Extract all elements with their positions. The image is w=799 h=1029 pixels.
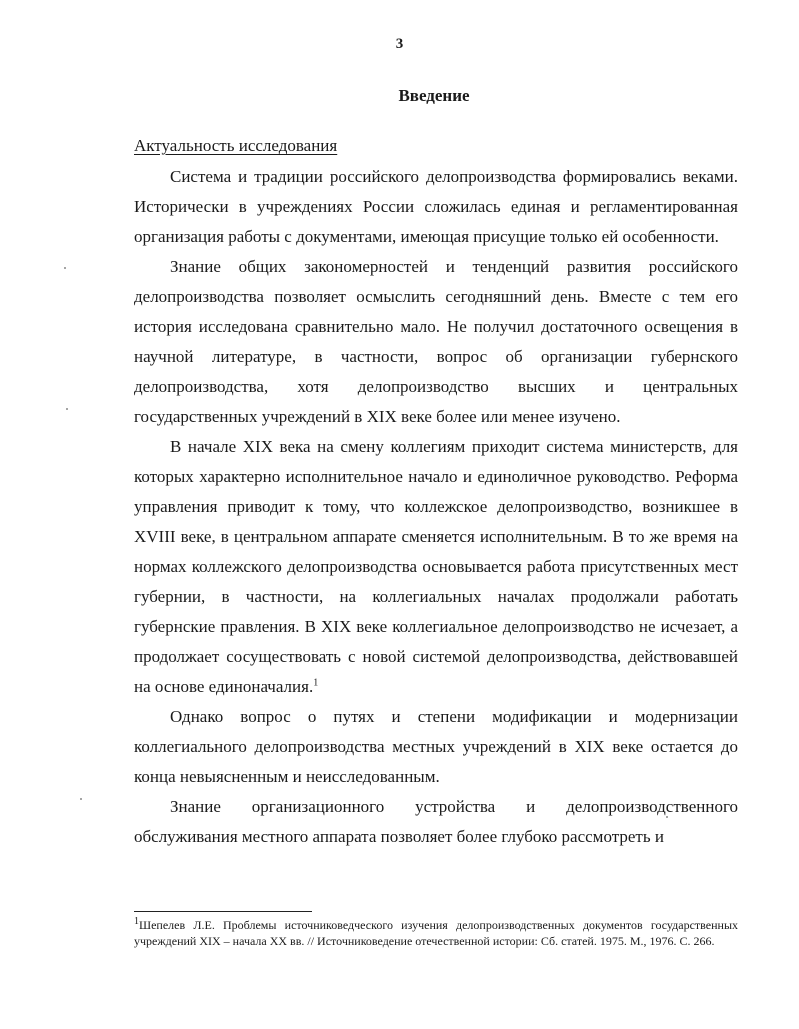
footnote (134, 917, 738, 949)
paragraph: Система и традиции российского делопроизводства формировались веками. Исторически в учреждениях России сложилась единая и регламентированная организация работы с документами, имеющая присущие только ей особенности. (134, 167, 738, 246)
scan-speck (66, 408, 68, 410)
paragraph-text: В начале XIX века на смену коллегиям приходит система министерств, для которых характерно исполнительное начало и единоличное руководство. Реформа управления приводит к тому, что коллежское делопроизводство, возникшее в XVIII веке, в центральном аппарате сменяется исполнительным. В то же время на нормах коллежского делопроизводства основывается работа присутственных мест губернии, в частности, на коллегиальных началах продолжали работать губернские правления. В XIX веке коллегиальное делопроизводство не исчезает, а продолжает сосуществовать с новой системой делопроизводства, действовавшей на основе единоначалия. (134, 437, 738, 696)
paragraph: Знание общих закономерностей и тенденций развития российского делопроизводства позволяет осмыслить сегодняшний день. Вместе с тем его история исследована сравнительно мало. Не получил достаточного освещения в научной литературе, в частности, вопрос об организации губернского делопроизводства, хотя делопроизводство высших и центральных государственных учреждений в XIX веке более или менее изучено. (134, 257, 738, 426)
footnote-reference[interactable]: 1 (313, 677, 319, 689)
scan-speck (64, 267, 66, 269)
body-text (134, 162, 738, 852)
paragraph: Знание организационного устройства и делопроизводственного обслуживания местного аппарата позволяет более глубоко рассмотреть и (134, 797, 738, 846)
page-number: 3 (395, 36, 404, 52)
scan-speck (80, 798, 82, 800)
paragraph (134, 432, 738, 702)
footnote-text: Шепелев Л.Е. Проблемы источниковедческого изучения делопроизводственных документов государственных учреждений XIX – начала XX вв. // Источниковедение отечественной истории: Сб. статей. 1975. М., 1976. С. 266. (134, 918, 738, 948)
footnote-marker: 1 (134, 916, 139, 927)
section-heading: Актуальность исследования (134, 136, 338, 155)
scan-speck (666, 816, 668, 818)
page-title: Введение (398, 86, 470, 105)
footnote-divider (134, 911, 312, 912)
paragraph: Однако вопрос о путях и степени модификации и модернизации коллегиального делопроизводства местных учреждений в XIX веке остается до конца невыясненным и неисследованным. (134, 707, 738, 786)
